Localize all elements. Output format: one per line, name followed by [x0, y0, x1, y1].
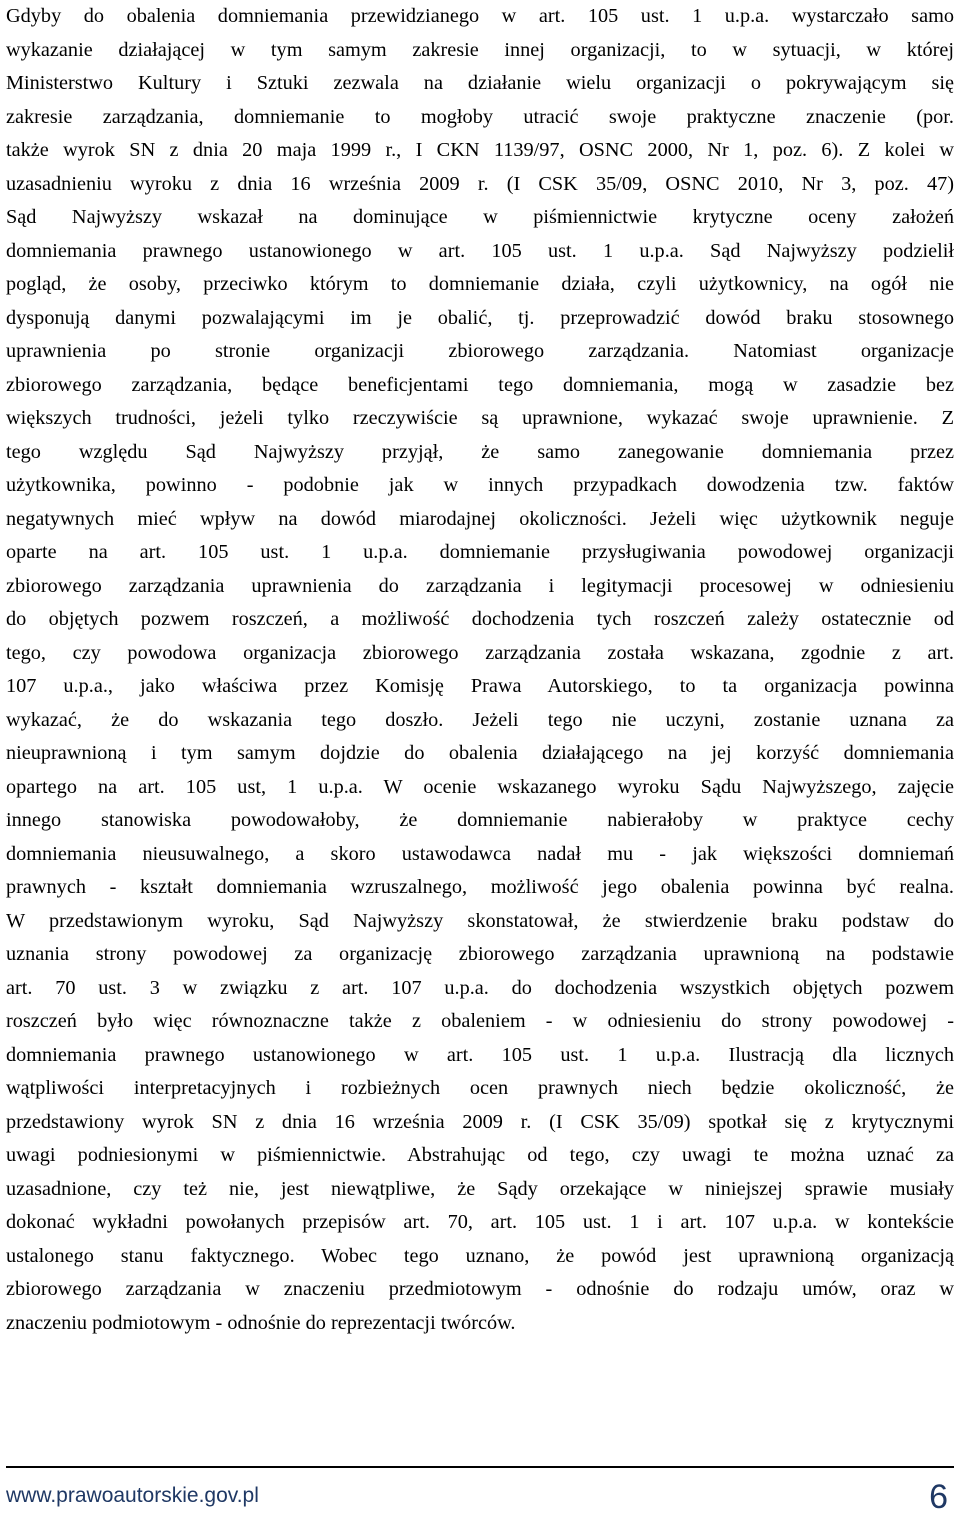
text-line: art. 70 ust. 3 w związku z art. 107 u.p.a. do dochodzenia wszystkich objętych pozwem	[6, 976, 954, 999]
text-line: także wyrok SN z dnia 20 maja 1999 r., I CKN 1139/97, OSNC 2000, Nr 1, poz. 6). Z kolei w	[6, 139, 954, 161]
text-line: wątpliwości interpretacyjnych i rozbieżnych ocen prawnych niech będzie okoliczność, że	[6, 1077, 954, 1099]
text-line: uzasadnione, czy też nie, jest niewątpliwe, że Sądy orzekające w niniejszej sprawie musiały	[6, 1177, 954, 1200]
text-line: W przedstawionym wyroku, Sąd Najwyższy skonstatował, że stwierdzenie braku podstaw do	[6, 909, 954, 932]
text-line: 107 u.p.a., jako właściwa przez Komisję Prawa Autorskiego, to ta organizacja powinna	[6, 675, 954, 697]
body-text	[6, 0, 954, 1340]
text-line: Gdyby do obalenia domniemania przewidzianego w art. 105 ust. 1 u.p.a. wystarczało samo	[6, 5, 954, 27]
text-line: roszczeń było więc równoznaczne także z obaleniem - w odniesieniu do strony powodowej -	[6, 1010, 954, 1032]
text-line: użytkownika, powinno - podobnie jak w innych przypadkach dowodzenia tzw. faktów	[6, 474, 954, 496]
text-line: uznania strony powodowej za organizację zbiorowego zarządzania uprawnioną na podstawie	[6, 943, 954, 965]
text-line: domniemania nieusuwalnego, a skoro ustawodawca nadał mu - jak większości domniemań	[6, 842, 954, 865]
footer-url: www.prawoautorskie.gov.pl	[6, 1484, 259, 1507]
text-line: tego, czy powodowa organizacja zbiorowego zarządzania została wskazana, zgodnie z art.	[6, 641, 954, 664]
text-line: domniemania prawnego ustanowionego w art. 105 ust. 1 u.p.a. Ilustracją dla licznych	[6, 1043, 954, 1066]
text-line: ustalonego stanu faktycznego. Wobec tego uznano, że powód jest uprawnioną organizacją	[6, 1244, 954, 1267]
text-line: dokonać wykładni powołanych przepisów art. 70, art. 105 ust. 1 i art. 107 u.p.a. w kontekście	[6, 1211, 954, 1233]
text-line: innego stanowiska powodowałoby, że domniemanie nabierałoby w praktyce cechy	[6, 809, 954, 831]
text-line: negatywnych mieć wpływ na dowód miarodajnej okoliczności. Jeżeli więc użytkownik neguje	[6, 507, 954, 530]
text-line: wykazać, że do wskazania tego doszło. Jeżeli tego nie uczyni, zostanie uznana za	[6, 708, 954, 731]
text-line: wykazanie działającej w tym samym zakresie innej organizacji, to w sytuacji, w której	[6, 38, 954, 61]
text-line: opartego na art. 105 ust, 1 u.p.a. W ocenie wskazanego wyroku Sądu Najwyższego, zajęcie	[6, 775, 954, 798]
page-number: 6	[929, 1478, 948, 1516]
text-line: tego względu Sąd Najwyższy przyjął, że samo zanegowanie domniemania przez	[6, 440, 954, 463]
text-line: znaczeniu podmiotowym - odnośnie do reprezentacji twórców.	[6, 1311, 516, 1334]
text-line: zbiorowego zarządzania, będące beneficjentami tego domniemania, mogą w zasadzie bez	[6, 373, 954, 396]
text-line: Sąd Najwyższy wskazał na dominujące w piśmiennictwie krytyczne oceny założeń	[6, 206, 954, 228]
text-line: przedstawiony wyrok SN z dnia 16 września 2009 r. (I CSK 35/09) spotkał się z krytycznymi	[6, 1110, 954, 1133]
text-line: uprawnienia po stronie organizacji zbiorowego zarządzania. Natomiast organizacje	[6, 340, 954, 362]
text-line: domniemania prawnego ustanowionego w art. 105 ust. 1 u.p.a. Sąd Najwyższy podzielił	[6, 239, 954, 262]
text-line: nieuprawnioną i tym samym dojdzie do obalenia działającego na jej korzyść domniemania	[6, 742, 954, 764]
text-line: Ministerstwo Kultury i Sztuki zezwala na działanie wielu organizacji o pokrywającym się	[6, 72, 954, 94]
text-line: pogląd, że osoby, przeciwko którym to domniemanie działa, czyli użytkownicy, na ogół nie	[6, 273, 954, 295]
text-line: dysponują danymi pozwalającymi im je obalić, tj. przeprowadzić dowód braku stosownego	[6, 306, 954, 329]
text-line: większych trudności, jeżeli tylko rzeczywiście są uprawnione, wykazać swoje uprawnienie. Z	[6, 407, 954, 429]
text-line: uzasadnieniu wyroku z dnia 16 września 2009 r. (I CSK 35/09, OSNC 2010, Nr 3, poz. 47)	[6, 172, 954, 195]
text-line: prawnych - kształt domniemania wzruszalnego, możliwość jego obalenia powinna być realna.	[6, 876, 954, 898]
text-line: oparte na art. 105 ust. 1 u.p.a. domniemanie przysługiwania powodowej organizacji	[6, 541, 954, 563]
text-line: zakresie zarządzania, domniemanie to mogłoby utracić swoje praktyczne znaczenie (por.	[6, 105, 954, 128]
text-line: zbiorowego zarządzania uprawnienia do zarządzania i legitymacji procesowej w odniesieniu	[6, 574, 954, 597]
text-line: uwagi podniesionymi w piśmiennictwie. Abstrahując od tego, czy uwagi te można uznać za	[6, 1144, 954, 1166]
footer-rule	[6, 1466, 954, 1468]
text-line: zbiorowego zarządzania w znaczeniu przedmiotowym - odnośnie do rodzaju umów, oraz w	[6, 1278, 954, 1300]
text-line: do objętych pozwem roszczeń, a możliwość dochodzenia tych roszczeń zależy ostatecznie od	[6, 608, 954, 630]
